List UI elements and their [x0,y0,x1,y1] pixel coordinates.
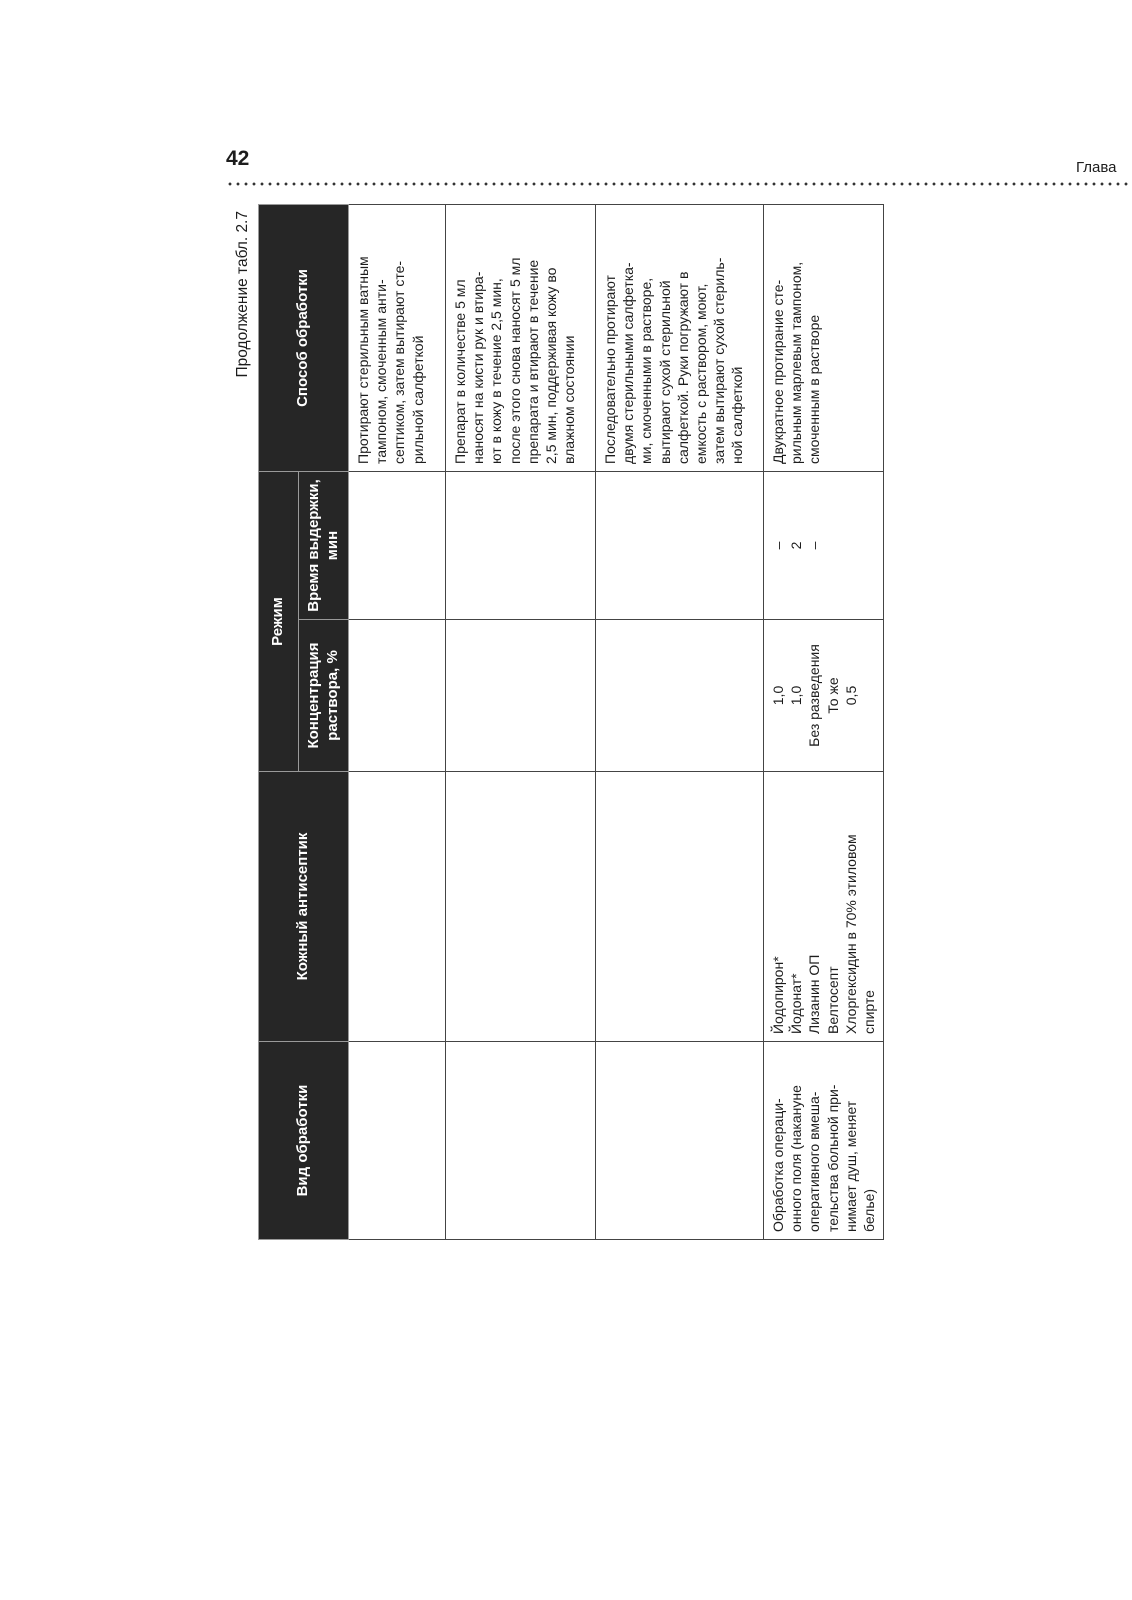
method-line: после этого снова наносят 5 мл [506,257,523,464]
type-line: тельства больной при- [824,1084,841,1232]
type-line: оперативного вмеша- [806,1091,823,1232]
cell-time [764,471,884,619]
cell-type [349,1042,446,1240]
method-line: емкость с раствором, моют, [692,283,709,464]
cell-antiseptic [446,772,596,1042]
rotated-table-block [230,205,877,1240]
concentration-line: То же [824,677,841,714]
method-line: наносят на кисти рук и втира- [470,271,487,464]
concentration-line: 0,5 [842,685,859,706]
method-line: рильной салфеткой [409,335,426,464]
table-row [446,204,596,1239]
antiseptic-line: Лизанин ОП [806,954,823,1034]
concentration-line: 1,0 [770,685,786,706]
type-line: белье) [860,1188,877,1232]
method-line: затем вытирают сухой стериль- [711,257,728,464]
cell-concentration [446,620,596,772]
cell-time [446,471,596,619]
antiseptic-line: Велтосепт [824,966,841,1034]
antiseptic-line: спирте [860,990,877,1034]
type-line: онного поля (накануне [788,1085,805,1232]
cell-method [349,204,446,471]
cell-method [446,204,596,471]
time-line: – [806,541,823,550]
cell-type [596,1042,764,1240]
header-time: Время выдержки, мин [299,471,349,619]
method-line: Протирают стерильным ватным [355,256,371,464]
method-line: Последовательно протирают [602,275,618,464]
time-line: 2 [788,541,805,550]
antiseptic-line: Хлоргексидин в 70% этиловом [842,834,859,1034]
concentration-line: 1,0 [788,685,805,706]
method-line: влажном состоянии [561,335,578,464]
method-line: ной салфеткой [729,366,746,464]
cell-concentration [596,620,764,772]
cell-concentration [764,620,884,772]
cell-method [764,204,884,471]
page-number: 42 [226,147,250,170]
table-row [349,204,446,1239]
method-line: препарата и втирают в течение [524,259,541,464]
antiseptic-line: Йодонат* [788,973,805,1034]
header-type: Вид обработки [259,1042,349,1240]
method-line: смоченным в растворе [806,314,823,464]
antiseptic-line: Йодопирон* [770,956,786,1034]
cell-antiseptic [349,772,446,1042]
header-concentration: Концентрация раствора, % [299,620,349,772]
method-line: Препарат в количестве 5 мл [452,279,468,464]
cell-method [596,204,764,471]
header-antiseptic: Кожный антисептик [259,772,349,1042]
method-line: ми, смоченными в растворе, [638,277,655,464]
cell-time [596,471,764,619]
cell-concentration [349,620,446,772]
antiseptic-table [258,204,884,1240]
method-line: ют в кожу в течение 2,5 мин, [488,278,505,464]
method-line: рильным марлевым тампоном, [788,261,805,464]
time-line: – [770,541,786,550]
cell-antiseptic [596,772,764,1042]
table-row [596,204,764,1239]
cell-type [764,1042,884,1240]
cell-time [349,471,446,619]
method-line: тампоном, смоченным анти- [373,279,390,464]
header-method: Способ обработки [259,204,349,471]
type-line: нимает душ, меняет [842,1100,859,1232]
header-dotted-rule [226,182,1132,186]
running-header-chapter: Глава [1076,159,1117,176]
method-line: 2,5 мин, поддерживая кожу во [542,267,559,464]
table-caption: Продолжение табл. 2.7 [234,211,251,378]
method-line: вытирают сухой стерильной [656,280,673,464]
method-line: септиком, затем вытирают сте- [391,260,408,464]
concentration-line: Без разведения [806,644,823,747]
method-line: двумя стерильными салфетка- [620,262,637,464]
header-mode: Режим [259,471,299,771]
cell-antiseptic [764,772,884,1042]
method-line: Двукратное протирание сте- [770,279,786,464]
type-line: Обработка операци- [770,1098,786,1232]
table-row [764,204,884,1239]
cell-type [446,1042,596,1240]
method-line: салфеткой. Руки погружают в [674,271,691,464]
